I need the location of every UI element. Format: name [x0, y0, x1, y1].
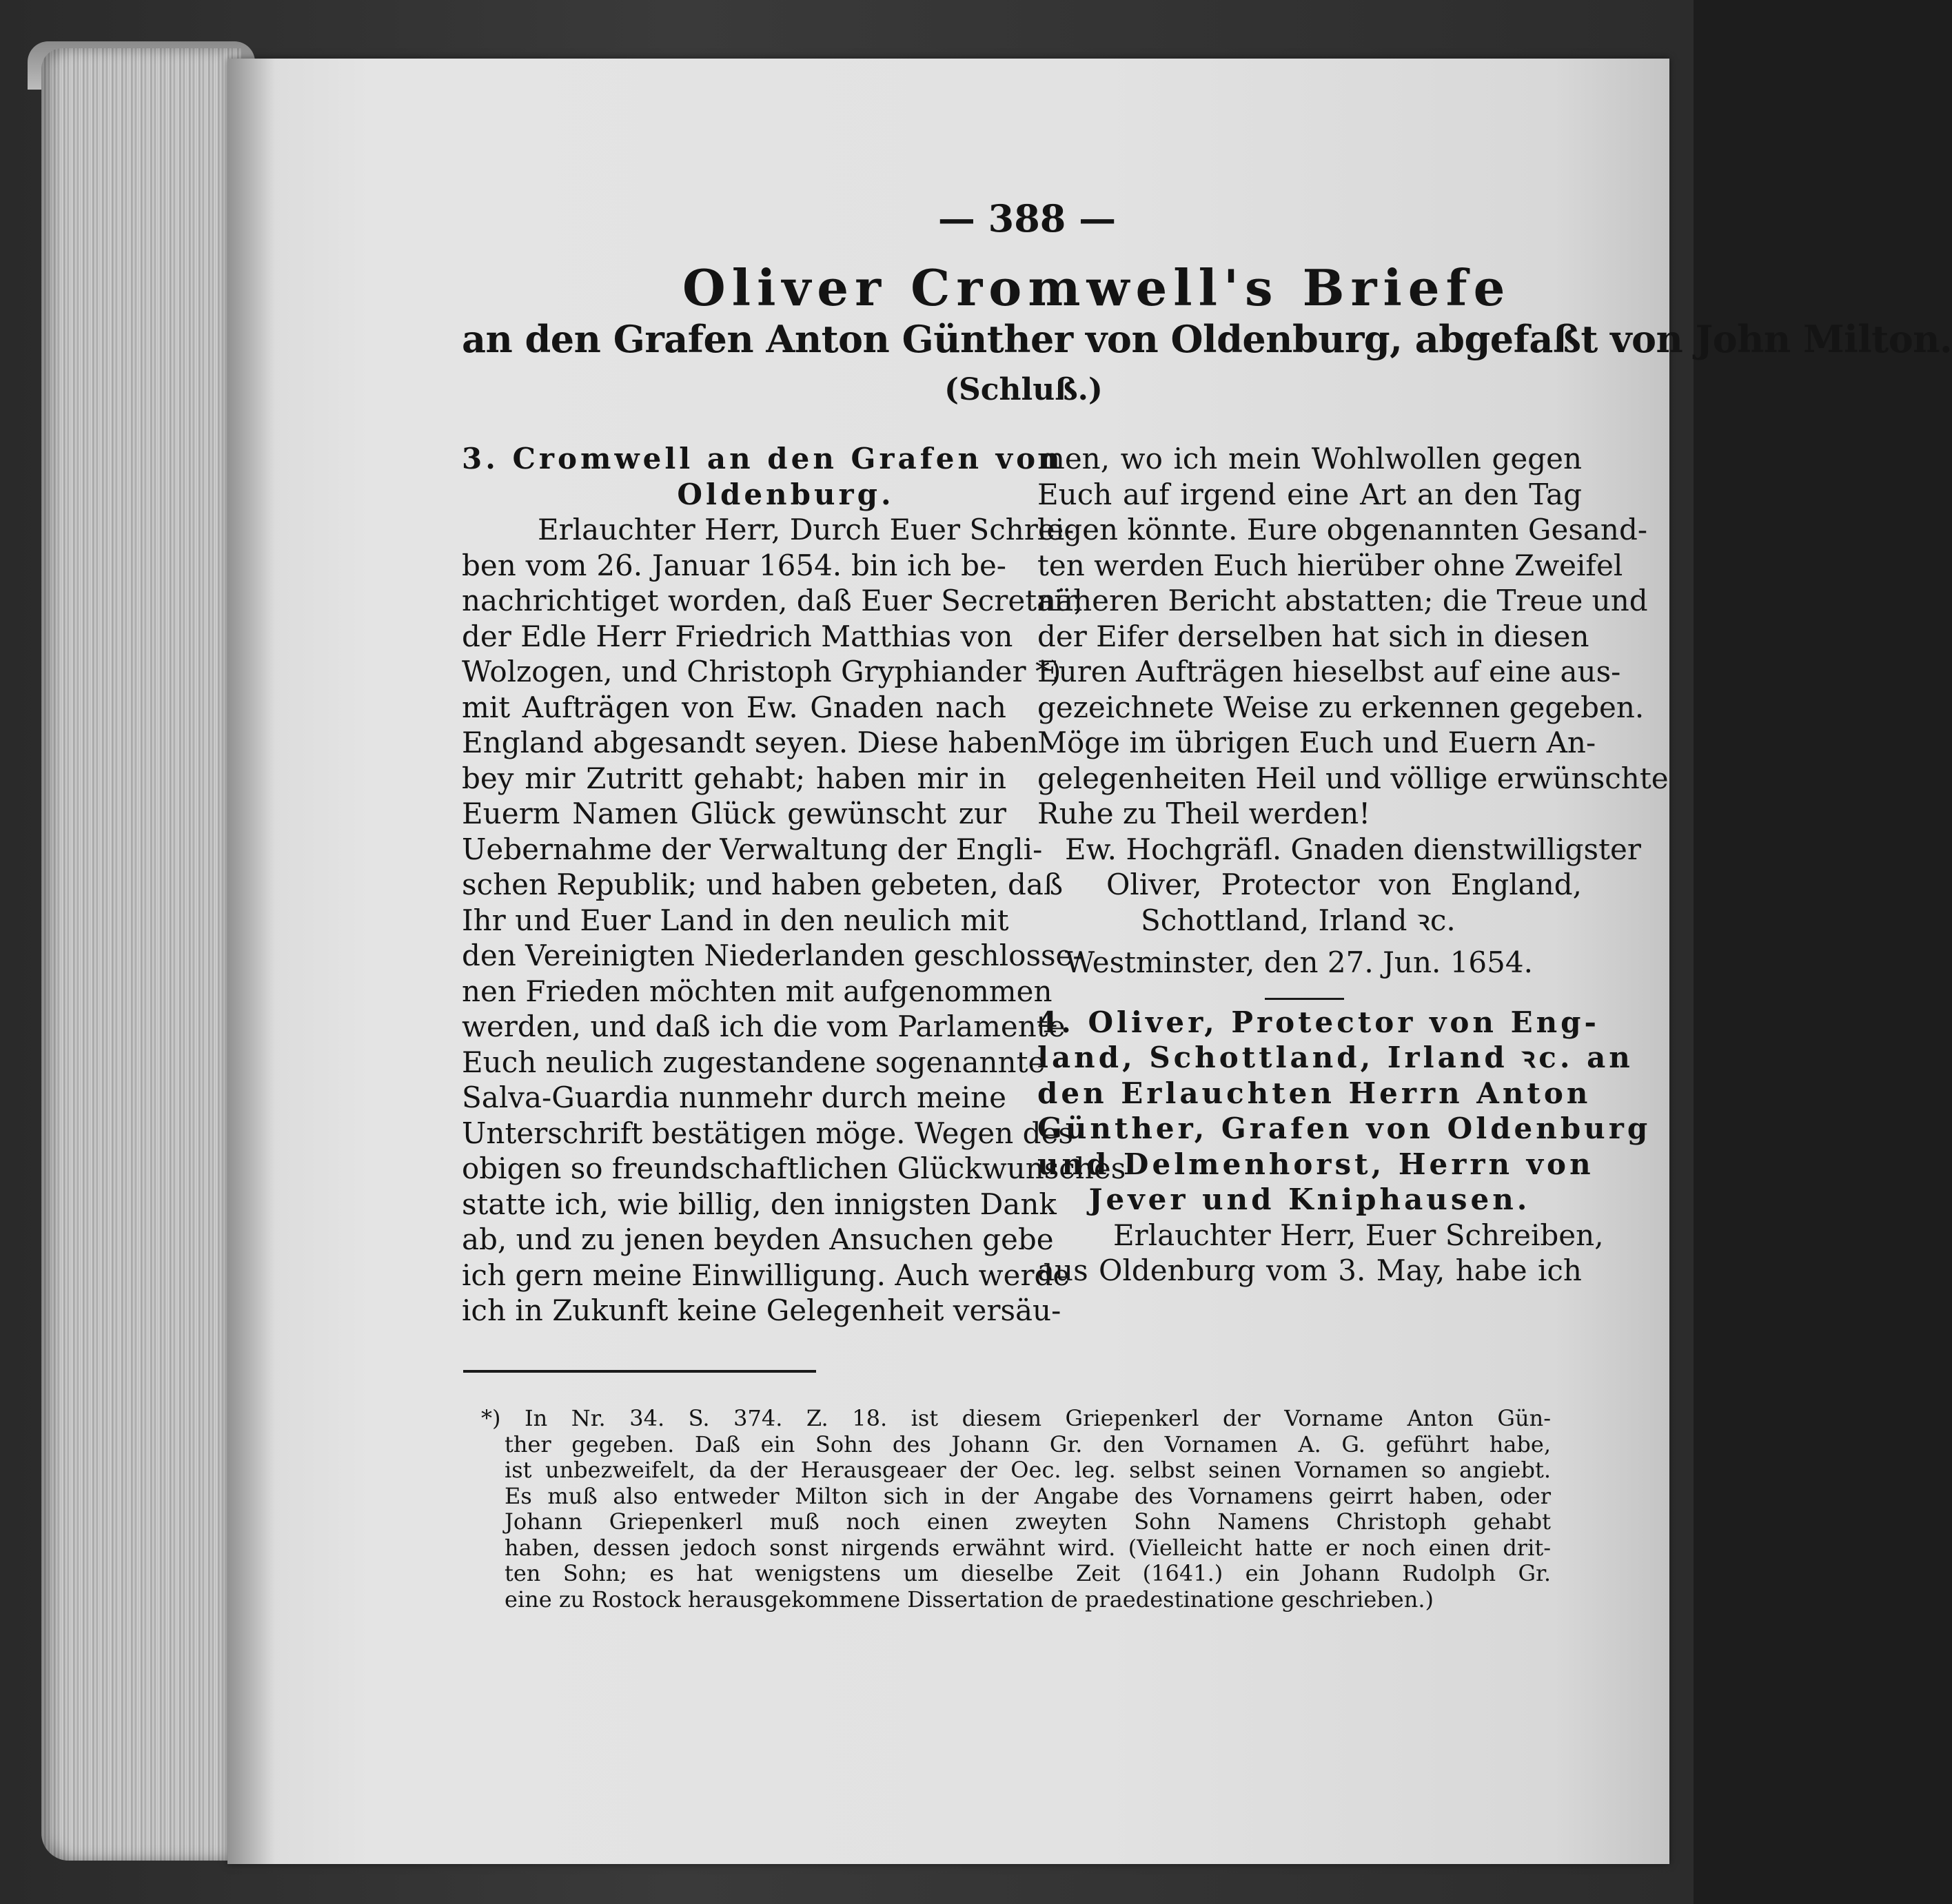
closing-salutation: Ew. Hochgräfl. Gnaden dienstwilligster [1065, 832, 1641, 866]
body-line: Euren Aufträgen hieselbst auf eine aus- [1037, 655, 1621, 688]
letter-4-heading-line-6: Jever und Kniphausen. [1088, 1183, 1531, 1216]
body-line: mit Aufträgen von Ew. Gnaden nach [462, 690, 1006, 724]
footnote-line: haben, dessen jedoch sonst nirgends erwähnt wird. (Vielleicht hatte er noch einen drit- [505, 1534, 1551, 1561]
footnote-divider [463, 1370, 816, 1373]
body-line: näheren Bericht abstatten; die Treue und [1037, 584, 1648, 617]
body-line: Salva-Guardia nunmehr durch meine [462, 1081, 1006, 1114]
body-line: men, wo ich mein Wohlwollen gegen [1037, 442, 1582, 475]
body-line: Euerm Namen Glück gewünscht zur [462, 797, 1006, 830]
footnote-line: eine zu Rostock herausgekommene Dissertation de praedestinatione geschrieben.) [505, 1586, 1434, 1613]
letter-4-heading-line-4: Günther, Grafen von Oldenburg [1037, 1112, 1651, 1145]
article-title: Oliver Cromwell's Briefe [682, 258, 1512, 317]
body-line: ich gern meine Einwilligung. Auch werde [462, 1258, 1070, 1292]
letter-3-heading-line-1: 3. Cromwell an den Grafen von [462, 442, 1064, 475]
body-line: statte ich, wie billig, den innigsten Dank [462, 1187, 1057, 1221]
date-line: Westminster, den 27. Jun. 1654. [1065, 945, 1533, 979]
body-line: Erlauchter Herr, Euer Schreiben, [1113, 1218, 1604, 1252]
page-number: — 388 — [937, 196, 1117, 240]
book-page-edges [41, 48, 241, 1861]
body-line: Unterschrift bestätigen möge. Wegen des [462, 1116, 1073, 1150]
letter-4-heading-line-3: den Erlauchten Herrn Anton [1037, 1076, 1592, 1110]
letter-4-heading-line-2: land, Schottland, Irland ꝛc. an [1037, 1041, 1634, 1074]
signature-line-2: Schottland, Irland ꝛc. [1141, 903, 1456, 937]
body-line: den Vereinigten Niederlanden geschlosse- [462, 939, 1083, 972]
body-line: Wolzogen, und Christoph Gryphiander *) [462, 655, 1061, 688]
footnote-line: Johann Griepenkerl muß noch einen zweyten Sohn Namens Christoph gehabt [505, 1508, 1551, 1535]
body-line: Ihr und Euer Land in den neulich mit [462, 903, 1009, 937]
body-line: nen Frieden möchten mit aufgenommen [462, 974, 1053, 1008]
body-line: ab, und zu jenen beyden Ansuchen gebe [462, 1222, 1054, 1256]
body-line: gezeichnete Weise zu erkennen gegeben. [1037, 690, 1645, 724]
body-line: Möge im übrigen Euch und Euern An- [1037, 726, 1596, 759]
body-line: England abgesandt seyen. Diese haben [462, 726, 1039, 759]
footnote [482, 1406, 1551, 1613]
letter-3-heading-line-2: Oldenburg. [677, 477, 895, 511]
body-line: ich in Zukunft keine Gelegenheit versäu- [462, 1293, 1061, 1327]
body-line: werden, und daß ich die vom Parlamente [462, 1010, 1066, 1043]
footnote-line: Es muß also entweder Milton sich in der Angabe des Vornamens geirrt haben, oder [505, 1482, 1551, 1509]
body-line: nachrichtiget worden, daß Euer Secretair, [462, 584, 1084, 617]
body-line: obigen so freundschaftlichen Glückwunsches [462, 1151, 1126, 1185]
body-line: ben vom 26. Januar 1654. bin ich be- [462, 548, 1006, 582]
body-line: der Edle Herr Friedrich Matthias von [462, 619, 1013, 653]
body-line: Erlauchter Herr, Durch Euer Schrei- [538, 513, 1075, 546]
body-line: aus Oldenburg vom 3. May, habe ich [1037, 1253, 1582, 1287]
footnote-line: ten Sohn; es hat wenigstens um dieselbe Zeit (1641.) ein Johann Rudolph Gr. [505, 1560, 1551, 1586]
body-line: Euch neulich zugestandene sogenannte [462, 1045, 1046, 1079]
letter-4-heading-line-5: und Delmenhorst, Herrn von [1037, 1147, 1594, 1181]
body-line: gelegenheiten Heil und völlige erwünschte [1037, 761, 1669, 795]
footnote-line: ther gegeben. Daß ein Sohn des Johann Gr. den Vornamen A. G. geführt habe, [505, 1431, 1551, 1457]
section-divider [1265, 998, 1344, 1000]
conclusion-label: (Schluß.) [944, 372, 1103, 407]
gutter-shadow [227, 59, 276, 1864]
body-line: ten werden Euch hierüber ohne Zweifel [1037, 548, 1623, 582]
footnote-line: ist unbezweifelt, da der Herausgeaer der Oec. leg. selbst seinen Vornamen so angiebt. [505, 1457, 1551, 1483]
left-column [462, 441, 1126, 1329]
body-line: Uebernahme der Verwaltung der Engli- [462, 832, 1043, 866]
body-line: schen Republik; und haben gebeten, daß [462, 868, 1064, 901]
right-column [1037, 441, 1669, 1289]
body-line: Ruhe zu Theil werden! [1037, 797, 1371, 830]
body-line: Euch auf irgend eine Art an den Tag [1037, 477, 1582, 511]
footnote-line: *) In Nr. 34. S. 374. Z. 18. ist diesem Griepenkerl der Vorname Anton Gün- [481, 1405, 1551, 1431]
signature-line-1: Oliver, Protector von England, [1106, 868, 1582, 901]
letter-4-heading-line-1: 4. Oliver, Protector von Eng- [1037, 1005, 1600, 1039]
spacer-line [1037, 981, 1582, 1005]
article-subtitle: an den Grafen Anton Günther von Oldenburg, abgefaßt von John Milton. [462, 317, 1952, 361]
body-line: legen könnte. Eure obgenannten Gesand- [1037, 513, 1648, 546]
body-line: bey mir Zutritt gehabt; haben mir in [462, 761, 1006, 795]
body-line: der Eifer derselben hat sich in diesen [1037, 619, 1589, 653]
